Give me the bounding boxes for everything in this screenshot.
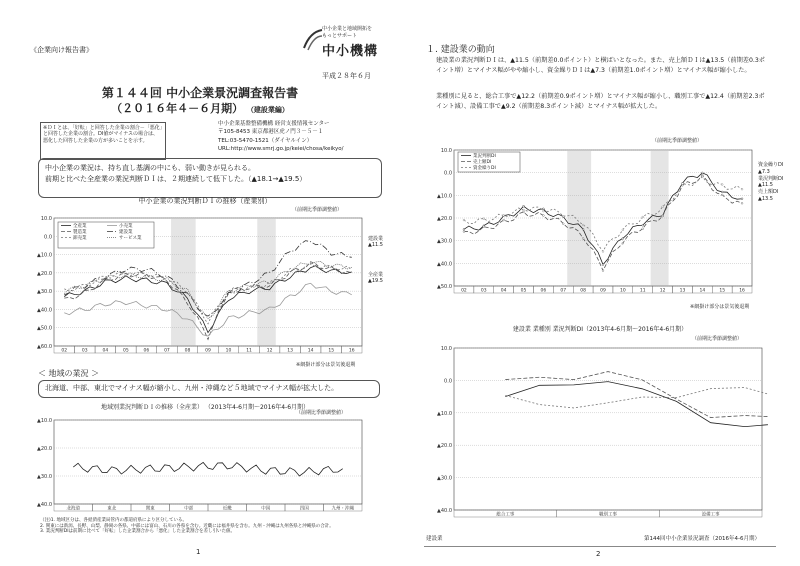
legend-label: 製造業: [73, 230, 87, 235]
logo-swoosh-icon: [300, 26, 324, 52]
footer-right: 第144回中小企業景況調査（2016年4-6月期）: [644, 536, 760, 542]
data-point: [483, 218, 485, 220]
footnote-2: 2. 関東には新潟、長野、山梨、静岡の各県、中部には富山、石川の各県を含む。近畿には福井県を含む。九州・沖縄は九州各県と沖縄県の合計。: [40, 523, 334, 529]
section-title: １. 建設業の動向: [426, 45, 495, 55]
series-line: [64, 263, 351, 324]
x-tick-label: 03: [81, 348, 88, 354]
data-point: [662, 206, 664, 208]
x-tick-label: 07: [164, 348, 170, 354]
chart3-label-business: 業況判断DI: [758, 175, 784, 182]
y-tick-label: 10.0: [40, 216, 52, 222]
data-point: [642, 216, 644, 218]
legend-label: 卸売業: [73, 236, 87, 241]
y-tick-label: 0.0: [444, 170, 452, 177]
report-subtitle: （建設業編）: [246, 106, 289, 114]
logo: [300, 24, 390, 58]
x-tick-label: 15: [719, 288, 726, 294]
data-point: [503, 219, 505, 221]
report-title-line2: [40, 100, 360, 116]
x-tick-label: 近畿: [222, 506, 232, 512]
x-tick-label: 10: [619, 288, 626, 294]
chart2-range: （2013年4-6月期～2016年4-6月期）: [204, 404, 310, 411]
data-point: [642, 228, 644, 230]
series-line: [64, 266, 351, 333]
data-point: [602, 270, 604, 272]
legend-label: 資金繰りDI: [473, 166, 496, 171]
data-point: [622, 229, 624, 231]
x-tick-label: 10: [225, 348, 232, 354]
footer-rule: [424, 546, 776, 547]
chart1-label-construction-name: 建設業: [368, 236, 384, 242]
y-tick-label: ▲40.0: [37, 307, 52, 314]
x-tick-label: 14: [307, 348, 314, 354]
y-tick-label: ▲50.0: [37, 325, 52, 332]
plot-frame: [454, 348, 762, 510]
legend-label: 全産業: [73, 224, 87, 229]
x-tick-label: 14: [699, 288, 706, 294]
region-summary: 北海道、中部、東北でマイナス幅が縮小し、九州・沖縄など５地域でマイナス幅が拡大した。: [38, 380, 380, 398]
y-tick-label: ▲60.0: [37, 344, 52, 350]
report-title-line1: 第１４４回 中小企業景況調査報告書: [101, 86, 299, 100]
x-tick-label: 中部: [184, 506, 194, 512]
chart3-value-sales: ▲13.5: [758, 195, 773, 202]
data-point: [622, 242, 624, 244]
chart2-title: 地域別業況判断ＤＩの推移（全産業）: [100, 404, 203, 411]
x-tick-label: 03: [480, 288, 487, 294]
x-tick-label: 中国: [261, 506, 271, 512]
x-tick-label: 四国: [299, 506, 309, 512]
x-tick-label: 08: [580, 288, 587, 294]
page-number-2: 2: [596, 550, 601, 558]
x-tick-label: 総合工事: [496, 512, 515, 518]
chart3-footer: ※網掛け部分は景気後退期: [690, 304, 750, 310]
data-point: [463, 231, 465, 233]
page-2: [400, 0, 800, 566]
x-tick-label: 設備工事: [701, 512, 720, 518]
data-point: [582, 228, 584, 230]
data-point: [741, 202, 743, 204]
x-tick-label: 05: [520, 288, 527, 294]
legend-label: 業況判断DI: [473, 154, 496, 159]
chart1-title: 中小企業の業況判断ＤＩの推移（産業別）: [138, 197, 272, 205]
x-tick-label: 16: [348, 348, 355, 354]
logo-name: 中小機構: [322, 44, 379, 59]
y-tick-label: ▲20.0: [437, 443, 452, 450]
legend-label: 建設業: [119, 230, 133, 235]
logo-tagline-2: もっとサポート: [322, 33, 358, 39]
legend-label: 売上額DI: [473, 160, 492, 165]
x-tick-label: 05: [122, 348, 129, 354]
y-tick-label: ▲20.0: [37, 270, 52, 277]
data-point: [642, 224, 644, 226]
y-tick-label: 10.0: [440, 148, 452, 154]
x-tick-label: 13: [287, 348, 294, 354]
y-tick-label: ▲40.0: [37, 502, 52, 508]
y-tick-label: ▲10.0: [437, 410, 452, 417]
chart1-label-all-value: ▲19.5: [368, 278, 383, 285]
x-tick-label: 北海道: [66, 506, 80, 512]
series-line: [73, 462, 343, 476]
series-line: [464, 175, 742, 271]
chart3-value-business: ▲11.5: [758, 182, 773, 189]
x-tick-label: 12: [659, 288, 666, 294]
data-point: [523, 205, 525, 207]
contact-tel: TEL:03-5470-1521（ダイヤルイン）: [218, 137, 313, 144]
series-line: [505, 372, 768, 429]
data-point: [602, 264, 604, 266]
data-point: [682, 183, 684, 185]
chart-subindustry-di: [428, 342, 768, 522]
y-tick-label: ▲30.0: [37, 474, 52, 480]
y-tick-label: ▲50.0: [437, 284, 452, 290]
contact-url[interactable]: URL:http://www.smrj.go.jp/keiei/chosa/keikyo/: [218, 145, 344, 152]
y-tick-label: ▲30.0: [37, 289, 52, 296]
series-line: [64, 261, 351, 318]
y-tick-label: ▲20.0: [437, 216, 452, 222]
data-point: [622, 238, 624, 240]
summary-line-2: 前期と比べた全産業の業況判断ＤＩは、２期連続して低下した。（▲18.1→▲19.5）: [45, 175, 307, 184]
chart1-note: （前期比季節調整値）: [292, 207, 343, 213]
chart1-label-construction: [368, 236, 383, 249]
page-number-1: 1: [196, 548, 201, 556]
series-line: [505, 388, 768, 412]
x-tick-label: 08: [184, 348, 191, 354]
x-tick-label: 04: [500, 288, 507, 294]
y-tick-label: ▲10.0: [437, 193, 452, 200]
chart-region-di: [28, 414, 368, 516]
series-line: [505, 382, 768, 431]
x-tick-label: 06: [143, 348, 150, 354]
footnote-3: 3. 業況判断DIは前期に比べて「好転」した企業割合から「悪化」した企業割合を差し引いた値。: [40, 529, 236, 535]
data-point: [562, 215, 564, 217]
data-point: [701, 172, 703, 174]
series-line: [464, 177, 742, 252]
data-point: [741, 188, 743, 190]
y-tick-label: ▲30.0: [437, 475, 452, 482]
data-point: [523, 209, 525, 211]
x-tick-label: 04: [102, 348, 109, 354]
data-point: [662, 215, 664, 217]
body-paragraph-2: 業種別に見ると、総合工事で▲12.2（前期差0.9ポイント増）とマイナス幅が縮小し、職別工事で▲12.4（前期差2.3ポイント減）、設備工事で▲9.2（前期差8.3ポイント減）とマイナス幅が拡大した。: [436, 93, 765, 110]
y-tick-label: ▲10.0: [37, 252, 52, 259]
data-point: [543, 208, 545, 210]
series-line: [64, 241, 351, 316]
x-tick-label: 07: [560, 288, 567, 294]
chart-construction-di: [428, 144, 758, 302]
data-point: [543, 210, 545, 212]
data-point: [562, 223, 564, 225]
contact-address: 〒105-8453 東京都港区虎ノ門３－５－１: [218, 129, 324, 136]
recession-shade: [651, 150, 669, 286]
chart-industry-di: [28, 212, 368, 362]
body-paragraph-1: 建設業の業況判断ＤＩは、▲11.5（前期差0.0ポイント）と横ばいとなった。また、売上額ＤＩは▲13.5（前期差0.3ポイント増）とマイナス幅がやや縮小し、資金繰りＤＩは▲7.3（前期差1.0ポイント増）とマイナス幅が縮小した。: [436, 57, 765, 74]
data-point: [503, 215, 505, 217]
summary-line-1: 中小企業の業況は、持ち直し基調の中にも、弱い動きが見られる。: [45, 164, 255, 172]
x-tick-label: 東北: [107, 506, 117, 512]
x-tick-label: 11: [639, 288, 646, 294]
di-note-box: ※ＤＩとは、「好転」と回答した企業の割合－「悪化」と回答した企業の割合。DI値がマイナスの場合は、悪化した回答した企業の方が多いことを示す。: [40, 122, 166, 160]
y-tick-label: 0.0: [444, 378, 452, 385]
data-point: [741, 198, 743, 200]
chart4-note: （前期比季節調整値）: [692, 336, 743, 342]
x-tick-label: 09: [205, 348, 211, 354]
data-point: [701, 176, 703, 178]
summary-box: [38, 158, 382, 198]
y-tick-label: 10.0: [440, 346, 452, 352]
y-tick-label: ▲30.0: [437, 238, 452, 245]
x-tick-label: 職別工事: [599, 512, 617, 518]
logo-tagline-1: 中小企業と地域開拓を: [322, 26, 373, 32]
x-tick-label: 16: [739, 288, 745, 294]
data-point: [543, 215, 545, 217]
data-point: [463, 219, 465, 221]
y-tick-label: ▲10.0: [37, 418, 52, 424]
x-tick-label: 13: [679, 288, 686, 294]
footnotes: [40, 518, 370, 535]
x-tick-label: 11: [246, 348, 252, 354]
footer-left: 建設業: [426, 536, 443, 542]
footnote-1: （注)1. 地域区分は、各経済産業局管内の都道府県により区分している。: [40, 518, 187, 523]
chart3-end-labels: [758, 162, 783, 203]
y-tick-label: ▲40.0: [437, 261, 452, 268]
x-tick-label: 九州・沖縄: [331, 506, 354, 512]
x-tick-label: 15: [328, 348, 335, 354]
data-point: [701, 174, 703, 176]
chart1-footer: ※網掛け部分は景気後退期: [296, 362, 356, 368]
contact-org: 中小企業基盤整備機構 経営支援情報センター: [218, 121, 330, 127]
chart3-label-cash: 資金繰りDI: [758, 162, 784, 168]
data-point: [721, 194, 723, 196]
data-point: [483, 226, 485, 228]
data-point: [721, 184, 723, 186]
y-tick-label: 0.0: [44, 234, 52, 241]
report-period: （２０１６年４－６月期）: [111, 102, 244, 115]
chart1-label-all: [368, 272, 383, 285]
x-tick-label: 関東: [145, 506, 155, 512]
x-tick-label: 06: [540, 288, 547, 294]
contact-block: [218, 120, 388, 153]
legend-label: サービス業: [119, 236, 142, 241]
data-point: [582, 237, 584, 239]
chart3-note: （前期比季節調整値）: [652, 138, 703, 144]
chart3-label-sales: 売上額DI: [758, 189, 779, 195]
data-point: [463, 228, 465, 230]
region-section-title: ＜ 地域の業況 ＞: [38, 369, 100, 378]
data-point: [721, 191, 723, 193]
data-point: [582, 224, 584, 226]
x-tick-label: 02: [61, 348, 68, 354]
x-tick-label: 02: [461, 288, 467, 294]
chart1-label-all-name: 全産業: [368, 272, 384, 278]
chart2-note: （前期比季節調整値）: [296, 410, 347, 416]
y-tick-label: ▲20.0: [37, 446, 52, 452]
chart3-value-cash: ▲7.3: [758, 168, 770, 175]
x-tick-label: 09: [600, 288, 606, 294]
report-date: 平成２８年６月: [322, 72, 371, 80]
x-tick-label: 12: [266, 348, 273, 354]
plot-frame: [54, 420, 362, 504]
chart4-title: 建設業 業種別 業況判断DI（2013年4-6月期～2016年4-6月期）: [512, 326, 688, 333]
data-point: [602, 251, 604, 253]
chart1-label-construction-value: ▲11.5: [368, 242, 383, 249]
report-tag: 《企業向け報告書》: [30, 46, 93, 54]
y-tick-label: ▲40.0: [437, 508, 452, 514]
legend-label: 小売業: [119, 224, 133, 229]
data-point: [523, 211, 525, 213]
